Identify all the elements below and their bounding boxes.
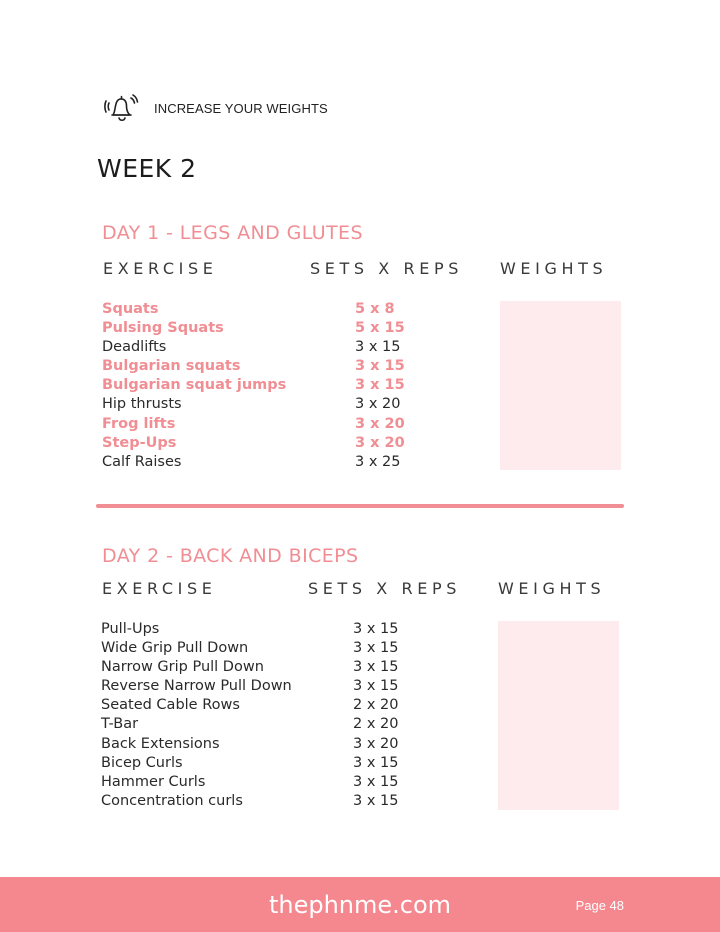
week-title: WEEK 2: [97, 154, 197, 183]
table-row: [102, 396, 432, 415]
exercise-name: Bulgarian squats: [102, 358, 241, 375]
table-row: [101, 640, 431, 659]
sets-reps-value: 3 x 15: [355, 358, 405, 375]
exercise-name: Calf Raises: [102, 453, 182, 470]
section-divider: [96, 504, 624, 508]
sets-reps-value: 3 x 15: [353, 792, 399, 809]
sets-reps-value: 3 x 15: [353, 640, 399, 657]
table-row: [101, 621, 431, 640]
sets-reps-value: 3 x 15: [353, 678, 399, 695]
exercise-name: Deadlifts: [102, 339, 167, 356]
sets-reps-value: 2 x 20: [353, 716, 399, 733]
bell-ringing-icon: [100, 88, 140, 128]
sets-reps-value: 3 x 15: [353, 659, 399, 676]
day1-weights-box[interactable]: [500, 301, 621, 470]
day1-col-weights: WEIGHTS: [500, 259, 608, 278]
exercise-name: Seated Cable Rows: [101, 697, 240, 714]
table-row: [102, 416, 432, 435]
day1-title: DAY 1 - LEGS AND GLUTES: [102, 222, 363, 244]
exercise-name: Concentration curls: [101, 792, 243, 809]
day2-col-sets-reps: SETS X REPS: [308, 579, 461, 598]
sets-reps-value: 2 x 20: [353, 697, 399, 714]
table-row: [102, 301, 432, 320]
sets-reps-value: 5 x 15: [355, 320, 405, 337]
table-row: [101, 793, 431, 812]
exercise-name: T-Bar: [101, 716, 139, 733]
sets-reps-value: 3 x 20: [355, 396, 401, 413]
table-row: [102, 377, 432, 396]
table-row: [101, 659, 431, 678]
table-row: [102, 358, 432, 377]
sets-reps-value: 3 x 15: [355, 339, 401, 356]
exercise-name: Hammer Curls: [101, 773, 206, 790]
day1-col-exercise: EXERCISE: [103, 259, 218, 278]
reminder-text: INCREASE YOUR WEIGHTS: [154, 101, 328, 116]
exercise-name: Step-Ups: [102, 434, 177, 451]
exercise-name: Pulsing Squats: [102, 320, 224, 337]
day2-weights-box[interactable]: [498, 621, 619, 810]
day2-col-weights: WEIGHTS: [498, 579, 606, 598]
day2-title: DAY 2 - BACK AND BICEPS: [102, 545, 359, 567]
weights-reminder: [100, 88, 400, 128]
table-row: [101, 736, 431, 755]
sets-reps-value: 3 x 20: [355, 415, 405, 432]
sets-reps-value: 3 x 20: [355, 434, 405, 451]
day1-col-sets-reps: SETS X REPS: [310, 259, 463, 278]
table-row: [101, 755, 431, 774]
exercise-name: Back Extensions: [101, 735, 220, 752]
exercise-name: Squats: [102, 301, 159, 317]
table-row: [102, 320, 432, 339]
exercise-name: Narrow Grip Pull Down: [101, 659, 264, 676]
footer-site-link[interactable]: thephnme.com: [268, 891, 452, 919]
exercise-name: Frog lifts: [102, 415, 176, 432]
exercise-name: Wide Grip Pull Down: [101, 640, 249, 657]
sets-reps-value: 3 x 20: [353, 735, 399, 752]
sets-reps-value: 5 x 8: [355, 301, 395, 317]
exercise-name: Bicep Curls: [101, 754, 183, 771]
table-row: [101, 678, 431, 697]
day2-exercise-list: [101, 621, 431, 812]
day2-col-exercise: EXERCISE: [102, 579, 217, 598]
sets-reps-value: 3 x 25: [355, 453, 401, 470]
page-number: Page 48: [575, 898, 624, 913]
exercise-name: Pull-Ups: [101, 621, 160, 637]
table-row: [101, 716, 431, 735]
day1-exercise-list: [102, 301, 432, 473]
sets-reps-value: 3 x 15: [355, 377, 405, 394]
table-row: [101, 774, 431, 793]
sets-reps-value: 3 x 15: [353, 621, 399, 637]
table-row: [102, 454, 432, 473]
exercise-name: Hip thrusts: [102, 396, 182, 413]
page-footer: [0, 877, 720, 932]
sets-reps-value: 3 x 15: [353, 754, 399, 771]
table-row: [101, 697, 431, 716]
exercise-name: Bulgarian squat jumps: [102, 377, 287, 394]
table-row: [102, 435, 432, 454]
exercise-name: Reverse Narrow Pull Down: [101, 678, 292, 695]
sets-reps-value: 3 x 15: [353, 773, 399, 790]
table-row: [102, 339, 432, 358]
